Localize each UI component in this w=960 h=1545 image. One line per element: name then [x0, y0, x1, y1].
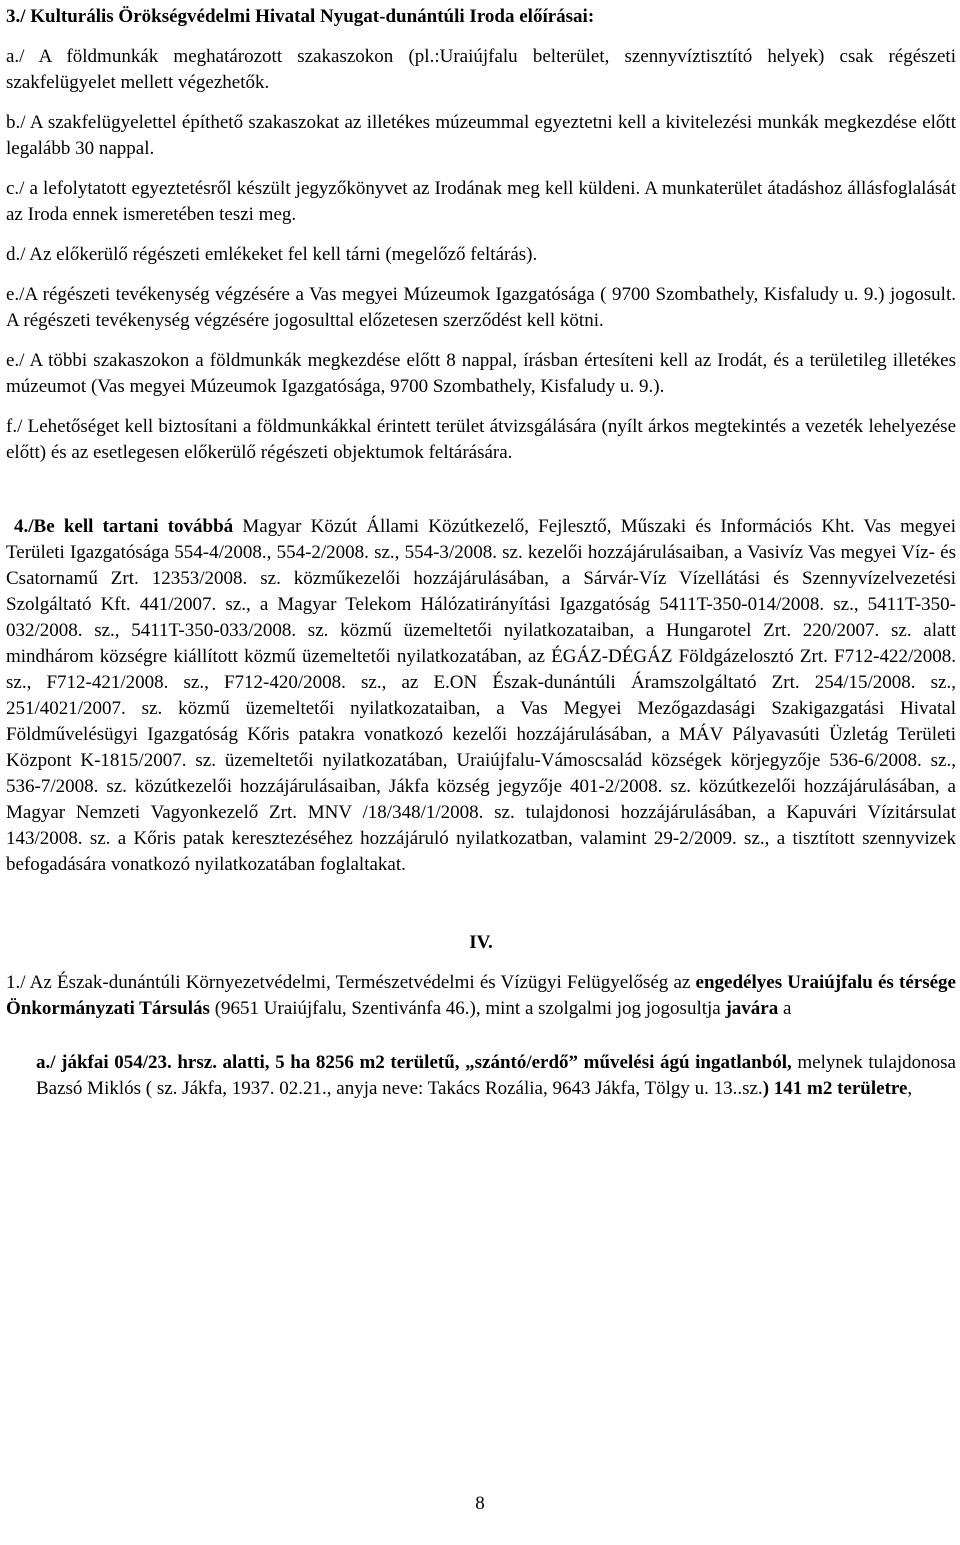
paragraph-3e-2: e./ A többi szakaszokon a földmunkák megkezdése előtt 8 nappal, írásban értesíteni kell az Irodát, és a területileg illetékes múzeumot (Vas megyei Múzeumok Igazgatósága, 9700 Szombathely, Kisfaludy u. 9.).	[6, 350, 956, 397]
paragraph-4-text: Magyar Közút Állami Közútkezelő, Fejlesztő, Műszaki és Információs Kht. Vas megyei Területi Igazgatósága 554-4/2008., 554-2/2008. sz., 554-3/2008. sz. kezelői hozzájárulásaiban, a Vasivíz Vas megyei Víz- és Csatornamű Zrt. 12353/2008. sz. közműkezelői hozzájárulásában, a Sárvár-Víz Vízellátási és Szennyvízelvezetési Szolgáltató Kft. 441/2007. sz., a Magyar Telekom Hálózatirányítási Igazgatóság 5411T-350-014/2008. sz., 5411T-350-032/2008. sz., 5411T-350-033/2008. sz. közmű üzemeltetői nyilatkozataiban, a Hungarotel Zrt. 220/2007. sz. alatt mindhárom községre kiállított közmű üzemeltetői nyilatkozatában, az ÉGÁZ-DÉGÁZ Földgázelosztó Zrt. F712-422/2008. sz., F712-421/2008. sz., F712-420/2008. sz., az E.ON Észak-dunántúli Áramszolgáltató Zrt. 254/15/2008. sz., 251/4021/2007. sz. közmű üzemeltetői nyilatkozataiban, a Vas Megyei Mezőgazdasági Szakigazgatási Hivatal Földművelésügyi Igazgatóság Kőris patakra vonatkozó kezelői hozzájárulásában, a MÁV Pályavasúti Üzletág Területi Központ K-1815/2007. sz. üzemeltetői nyilatkozatában, Uraiújfalu-Vámoscsalád községek körjegyzője 536-6/2008. sz., 536-7/2008. sz. közútkezelői hozzájárulásaiban, Jákfa község jegyzője 401-2/2008. sz. közútkezelői hozzájárulásában, a Magyar Nemzeti Vagyonkezelő Zrt. MNV /18/348/1/2008. sz. tulajdonosi hozzájárulásában, a Kapuvári Vízitársulat 143/2008. sz. a Kőris patak keresztezéséhez hozzájáruló nyilatkozatban, valamint 29-2/2009. sz., a tisztított szennyvizek befogadására vonatkozó nyilatkozatában foglaltakat.	[6, 516, 957, 875]
section-iv-title: IV.	[469, 932, 493, 953]
paragraph-3d: d./ Az előkerülő régészeti emlékeket fel kell tárni (megelőző feltárás).	[6, 244, 538, 265]
paragraph-iv-1a	[6, 1050, 956, 1102]
paragraph-iv-1-d: javára	[725, 998, 779, 1019]
document-page	[6, 4, 956, 1102]
paragraph-iv-1a-bold-1: a./ jákfai 054/23. hrsz. alatti, 5 ha 8256 m2 területű, „szántó/erdő” művelési ágú ingatlanból,	[36, 1052, 792, 1073]
paragraph-3c: c./ a lefolytatott egyeztetésről készült jegyzőkönyvet az Irodának meg kell küldeni. A munkaterület átadáshoz állásfoglalását az Iroda ennek ismeretében teszi meg.	[6, 178, 956, 225]
paragraph-3f: f./ Lehetőséget kell biztosítani a földmunkákkal érintett terület átvizsgálására (nyílt árkos megtekintés a vezeték lehelyezése előtt) és az esetlegesen előkerülő régészeti objektumok feltárására.	[6, 416, 956, 463]
paragraph-4-lead: 4./Be kell tartani továbbá	[14, 516, 234, 537]
paragraph-iv-1-a: 1./ Az Észak-dunántúli Környezetvédelmi, Természetvédelmi és Vízügyi Felügyelőség az	[6, 972, 696, 993]
paragraph-3b: b./ A szakfelügyelettel építhető szakaszokat az illetékes múzeummal egyeztetni kell a kivitelezési munkák megkezdése előtt legalább 30 nappal.	[6, 112, 956, 159]
paragraph-3a: a./ A földmunkák meghatározott szakaszokon (pl.:Uraiújfalu belterület, szennyvíztisztító helyek) csak régészeti szakfelügyelet mellett végezhetők.	[6, 46, 956, 93]
paragraph-iv-1a-bold-2: ) 141 m2 területre	[762, 1078, 908, 1099]
paragraph-iv-1a-text-1: melynek tulajdonosa Bazsó Miklós ( sz. Jákfa, 1937. 02.21., anyja neve: Takács Rozália, 9643 Jákfa, Tölgy u. 13..sz.	[36, 1052, 956, 1099]
paragraph-iv-1	[6, 970, 956, 1022]
paragraph-iv-1-b: engedélyes Uraiújfalu és térsége Önkormányzati Társulás	[6, 972, 956, 1019]
page-number: 8	[475, 1493, 485, 1514]
paragraph-3e-1: e./A régészeti tevékenység végzésére a Vas megyei Múzeumok Igazgatósága ( 9700 Szombathely, Kisfaludy u. 9.) jogosult. A régészeti tevékenység végzésére jogosulttal előzetesen szerződést kell kötni.	[6, 284, 956, 331]
paragraph-iv-1a-text-2: ,	[907, 1078, 913, 1099]
paragraph-iv-1-c: (9651 Uraiújfalu, Szentivánfa 46.), mint a szolgalmi jog jogosultja	[209, 998, 726, 1019]
paragraph-iv-1-e: a	[778, 998, 792, 1019]
paragraph-4	[6, 514, 956, 878]
section-3-heading: 3./ Kulturális Örökségvédelmi Hivatal Nyugat-dunántúli Iroda előírásai:	[6, 6, 595, 27]
